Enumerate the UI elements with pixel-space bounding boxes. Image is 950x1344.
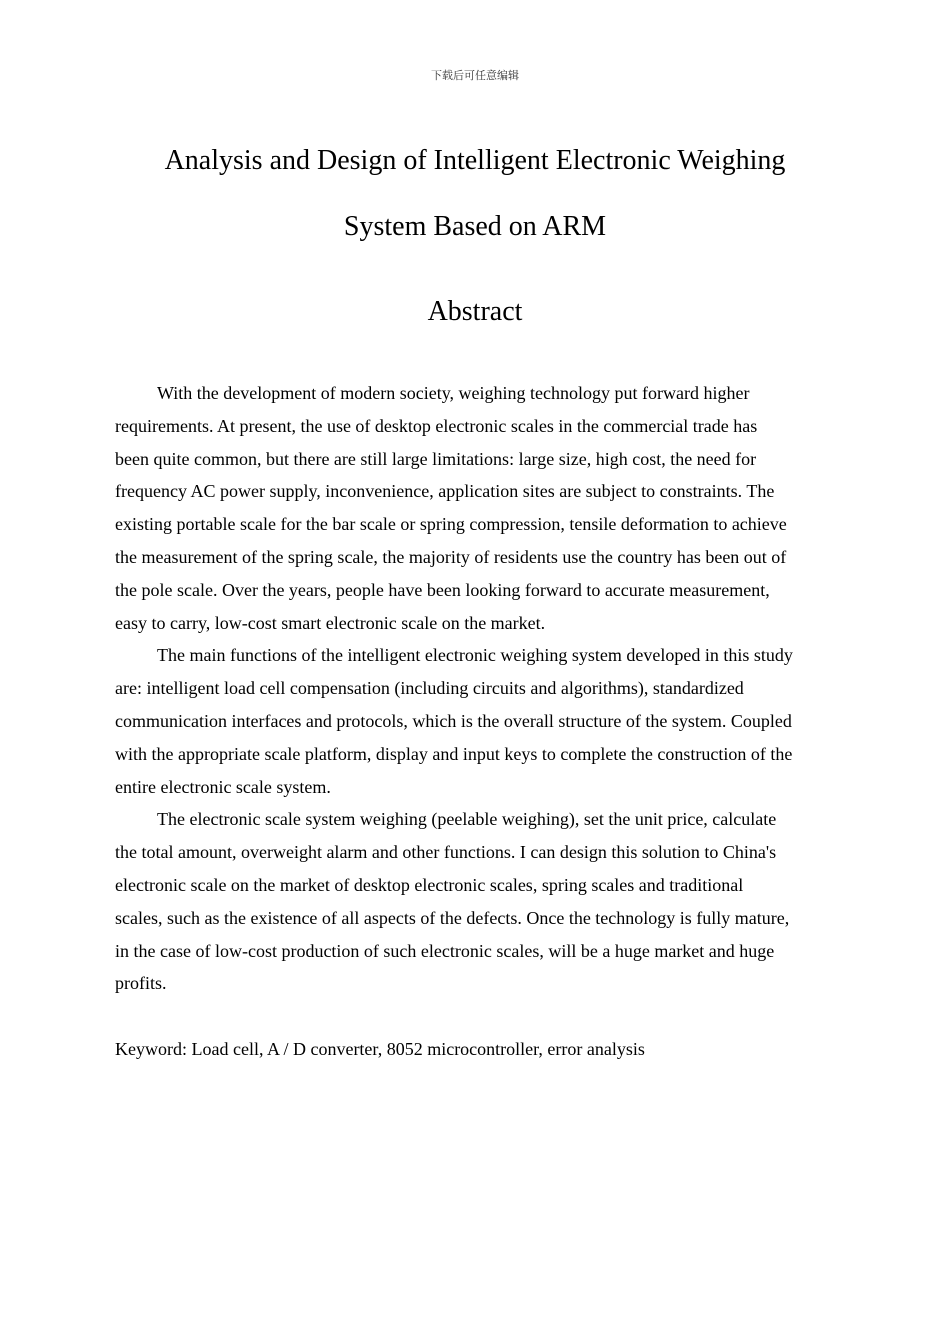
document-title bbox=[100, 128, 850, 260]
abstract-paragraph-2: The main functions of the intelligent electronic weighing system developed in this study are: intelligent load cell compensation (including circuits and algorithms), standardized communication interfaces and protocols, which is the overall structure of the system. Coupled with the appropriate scale platform, display and input keys to complete the construction of the entire electronic scale system. bbox=[115, 645, 793, 797]
document-title-text: Analysis and Design of Intelligent Electronic Weighing System Based on ARM bbox=[164, 145, 786, 242]
abstract-paragraph-1: With the development of modern society, weighing technology put forward higher requirements. At present, the use of desktop electronic scales in the commercial trade has been quite common, but there are still large limitations: large size, high cost, the need for frequency AC power supply, inconvenience, application sites are subject to constraints. The existing portable scale for the bar scale or spring compression, tensile deformation to achieve the measurement of the spring scale, the majority of residents use the country has been out of the pole scale. Over the years, people have been looking forward to accurate measurement, easy to carry, low-cost smart electronic scale on the market. bbox=[115, 383, 787, 633]
abstract-body bbox=[115, 377, 837, 1000]
abstract-heading: Abstract bbox=[427, 296, 523, 327]
keywords-line: Keyword: Load cell, A / D converter, 8052 microcontroller, error analysis bbox=[115, 1039, 645, 1059]
header-note: 下载后可任意编辑 bbox=[431, 69, 519, 82]
abstract-paragraph-3: The electronic scale system weighing (peelable weighing), set the unit price, calculate the total amount, overweight alarm and other functions. I can design this solution to China's electronic scale on the market of desktop electronic scales, spring scales and traditional scales, such as the existence of all aspects of the defects. Once the technology is fully mature, in the case of low-cost production of such electronic scales, will be a huge market and huge profits. bbox=[115, 809, 790, 994]
